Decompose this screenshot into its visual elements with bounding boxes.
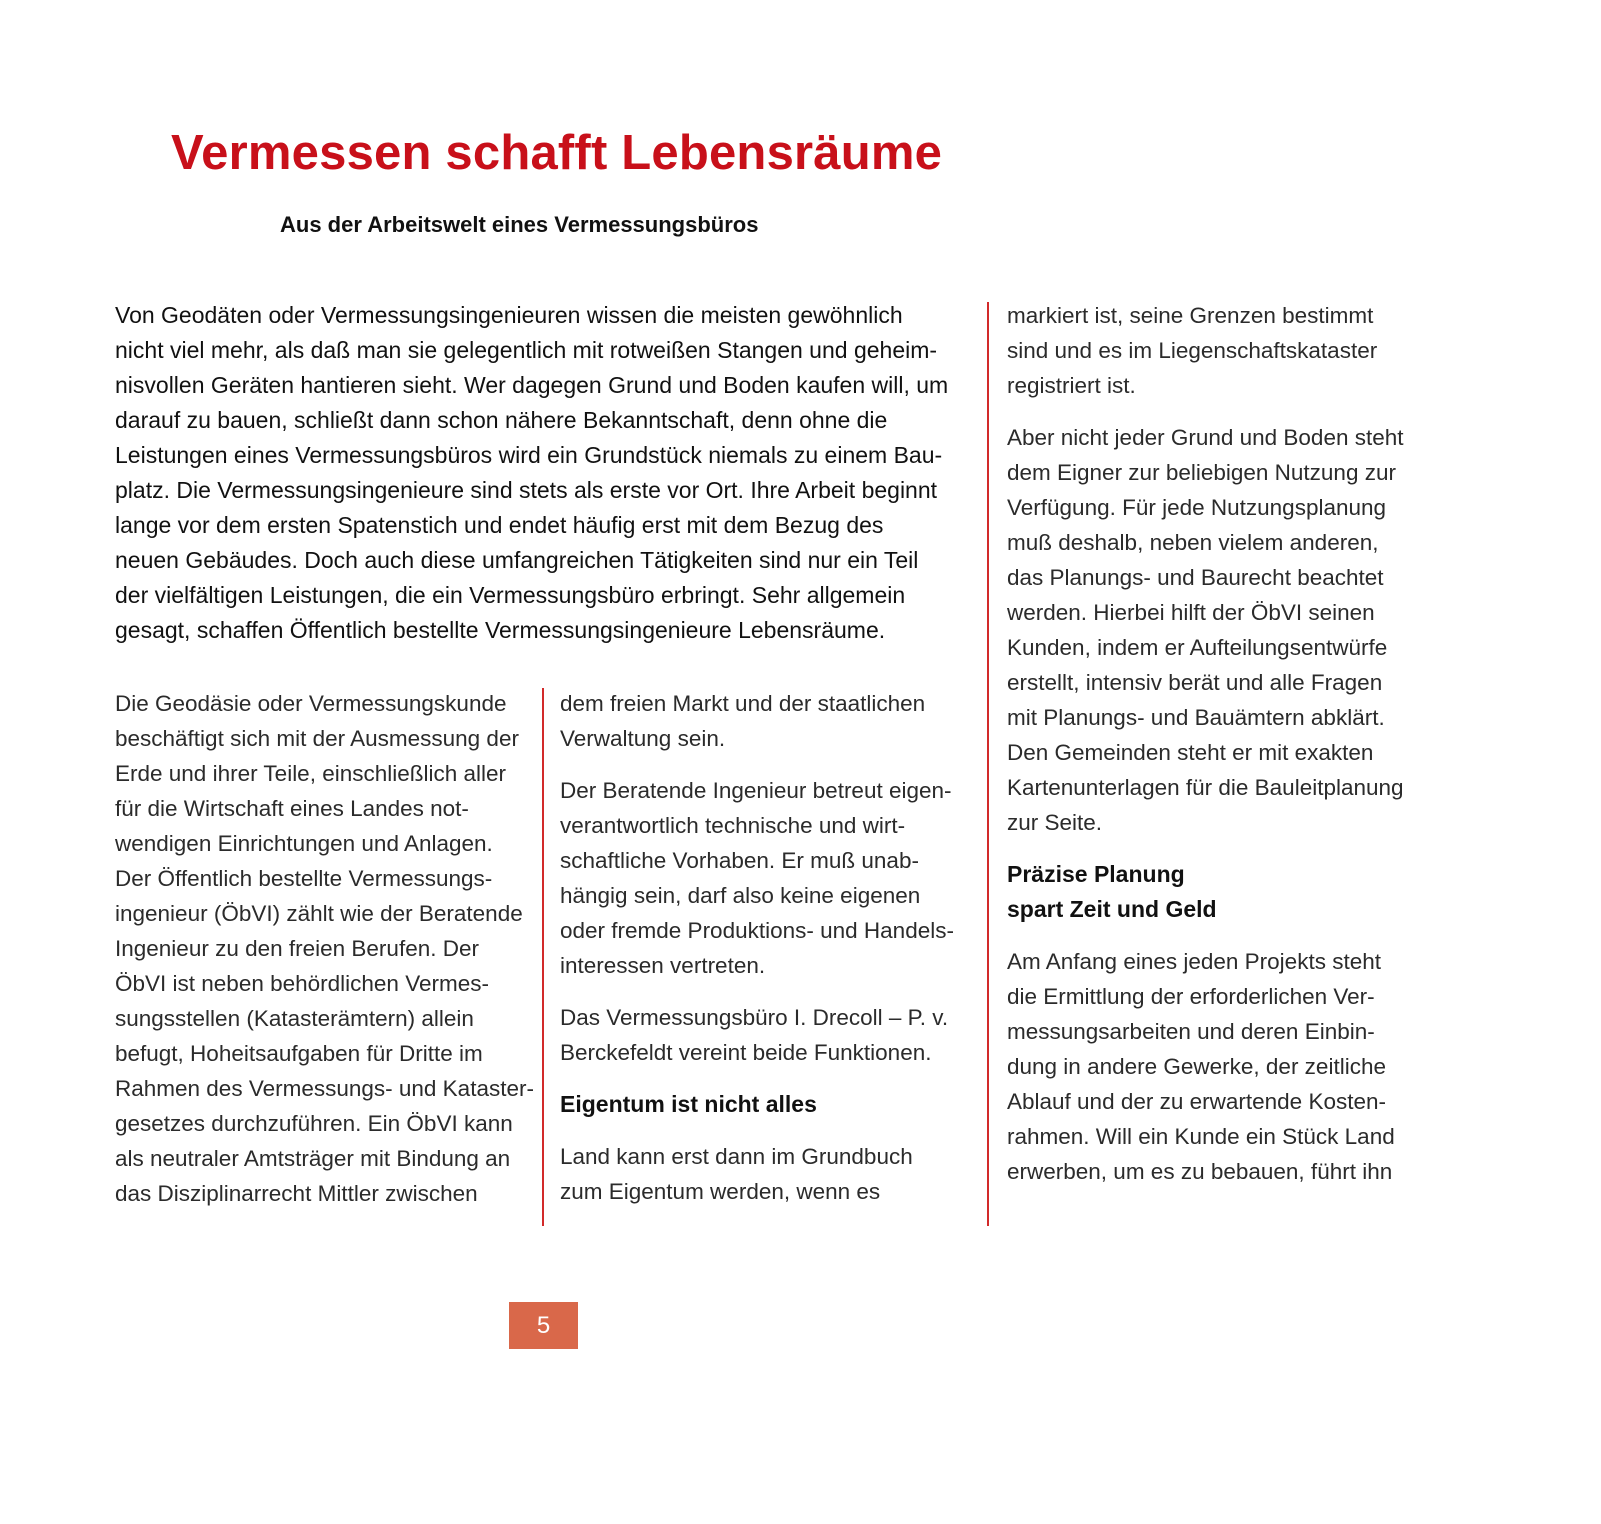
column-3-paragraph-1: [1007, 298, 1404, 403]
text-line: sind und es im Liegenschaftskataster: [1007, 338, 1378, 363]
column-divider-1: [542, 688, 544, 1226]
column-2-paragraph-2: [560, 773, 954, 983]
text-line: Rahmen des Vermessungs- und Kataster-: [115, 1076, 534, 1101]
text-line: Am Anfang eines jeden Projekts steht: [1007, 949, 1381, 974]
text-line: Leistungen eines Vermessungsbüros wird ein Grundstück niemals zu einem Bau-: [115, 442, 943, 468]
column-3-paragraph-3: [1007, 944, 1404, 1189]
intro-paragraph: [115, 298, 948, 648]
text-line: das Disziplinarrecht Mittler zwischen: [115, 1181, 478, 1206]
section-heading-eigentum: [560, 1087, 954, 1122]
text-line: platz. Die Vermessungsingenieure sind stets als erste vor Ort. Ihre Arbeit beginnt: [115, 477, 938, 503]
text-line: verantwortlich technische und wirt-: [560, 813, 906, 838]
text-line: Ingenieur zu den freien Berufen. Der: [115, 936, 479, 961]
text-line: dung in andere Gewerke, der zeitliche: [1007, 1054, 1386, 1079]
column-2-paragraph-3: [560, 1000, 954, 1070]
page-number: 5: [536, 1311, 551, 1339]
text-line: Die Geodäsie oder Vermessungskunde: [115, 691, 507, 716]
text-line: markiert ist, seine Grenzen bestimmt: [1007, 303, 1374, 328]
text-line: lange vor dem ersten Spatenstich und endet häufig erst mit dem Bezug des: [115, 512, 884, 538]
text-line: Kunden, indem er Aufteilungsentwürfe: [1007, 635, 1388, 660]
text-line: oder fremde Produktions- und Handels-: [560, 918, 954, 943]
text-line: Ablauf und der zu erwartende Kosten-: [1007, 1089, 1386, 1114]
text-line: rahmen. Will ein Kunde ein Stück Land: [1007, 1124, 1395, 1149]
text-line: Den Gemeinden steht er mit exakten: [1007, 740, 1374, 765]
text-line: Land kann erst dann im Grundbuch: [560, 1144, 913, 1169]
text-line: erstellt, intensiv berät und alle Fragen: [1007, 670, 1383, 695]
text-line: zum Eigentum werden, wenn es: [560, 1179, 881, 1204]
text-line: Präzise Planung: [1007, 861, 1185, 887]
text-line: sungsstellen (Katasterämtern) allein: [115, 1006, 474, 1031]
text-line: Erde und ihrer Teile, einschließlich aller: [115, 761, 507, 786]
text-line: interessen vertreten.: [560, 953, 766, 978]
column-3: [1007, 298, 1404, 1189]
section-heading-praezise-planung: [1007, 857, 1404, 927]
text-line: mit Planungs- und Bauämtern abklärt.: [1007, 705, 1385, 730]
text-line: spart Zeit und Geld: [1007, 896, 1217, 922]
text-line: nicht viel mehr, als daß man sie gelegentlich mit rotweißen Stangen und geheim-: [115, 337, 938, 363]
text-line: Das Vermessungsbüro I. Drecoll – P. v.: [560, 1005, 949, 1030]
text-line: darauf zu bauen, schließt dann schon nähere Bekanntschaft, denn ohne die: [115, 407, 888, 433]
text-line: schaftliche Vorhaben. Er muß unab-: [560, 848, 919, 873]
column-1: [115, 686, 534, 1211]
text-line: Kartenunterlagen für die Bauleitplanung: [1007, 775, 1404, 800]
text-line: gesetzes durchzuführen. Ein ÖbVI kann: [115, 1111, 513, 1136]
text-line: die Ermittlung der erforderlichen Ver-: [1007, 984, 1375, 1009]
text-line: Der Beratende Ingenieur betreut eigen-: [560, 778, 952, 803]
page-title: Vermessen schafft Lebensräume: [171, 126, 943, 180]
column-2: [560, 686, 954, 1209]
text-line: Verfügung. Für jede Nutzungsplanung: [1007, 495, 1387, 520]
page-subtitle: Aus der Arbeitswelt eines Vermessungsbüros: [280, 212, 759, 237]
column-divider-2: [987, 302, 989, 1226]
text-line: Aber nicht jeder Grund und Boden steht: [1007, 425, 1404, 450]
text-line: erwerben, um es zu bebauen, führt ihn: [1007, 1159, 1393, 1184]
text-line: nisvollen Geräten hantieren sieht. Wer dagegen Grund und Boden kaufen will, um: [115, 372, 949, 398]
text-line: ÖbVI ist neben behördlichen Vermes-: [115, 971, 489, 996]
text-line: für die Wirtschaft eines Landes not-: [115, 796, 469, 821]
text-line: der vielfältigen Leistungen, die ein Vermessungsbüro erbringt. Sehr allgemein: [115, 582, 906, 608]
column-2-paragraph-1: [560, 686, 954, 756]
heading-line: Eigentum ist nicht alles: [560, 1091, 817, 1117]
page-number-badge: [509, 1302, 578, 1349]
text-line: Verwaltung sein.: [560, 726, 726, 751]
text-line: dem freien Markt und der staatlichen: [560, 691, 926, 716]
text-line: ingenieur (ÖbVI) zählt wie der Beratende: [115, 901, 523, 926]
text-line: muß deshalb, neben vielem anderen,: [1007, 530, 1379, 555]
text-line: als neutraler Amtsträger mit Bindung an: [115, 1146, 511, 1171]
text-line: werden. Hierbei hilft der ÖbVI seinen: [1007, 600, 1375, 625]
text-line: messungsarbeiten und deren Einbin-: [1007, 1019, 1375, 1044]
text-line: gesagt, schaffen Öffentlich bestellte Vermessungsingenieure Lebensräume.: [115, 617, 886, 643]
text-line: beschäftigt sich mit der Ausmessung der: [115, 726, 519, 751]
text-line: Der Öffentlich bestellte Vermessungs-: [115, 866, 493, 891]
text-line: das Planungs- und Baurecht beachtet: [1007, 565, 1384, 590]
text-line: wendigen Einrichtungen und Anlagen.: [115, 831, 493, 856]
text-line: Berckefeldt vereint beide Funktionen.: [560, 1040, 932, 1065]
text-line: registriert ist.: [1007, 373, 1136, 398]
text-line: dem Eigner zur beliebigen Nutzung zur: [1007, 460, 1396, 485]
text-line: befugt, Hoheitsaufgaben für Dritte im: [115, 1041, 483, 1066]
text-line: Von Geodäten oder Vermessungsingenieuren wissen die meisten gewöhnlich: [115, 302, 903, 328]
text-line: neuen Gebäudes. Doch auch diese umfangreichen Tätigkeiten sind nur ein Teil: [115, 547, 919, 573]
column-3-paragraph-2: [1007, 420, 1404, 840]
text-line: hängig sein, darf also keine eigenen: [560, 883, 921, 908]
text-line: zur Seite.: [1007, 810, 1103, 835]
column-2-paragraph-4: [560, 1139, 954, 1209]
